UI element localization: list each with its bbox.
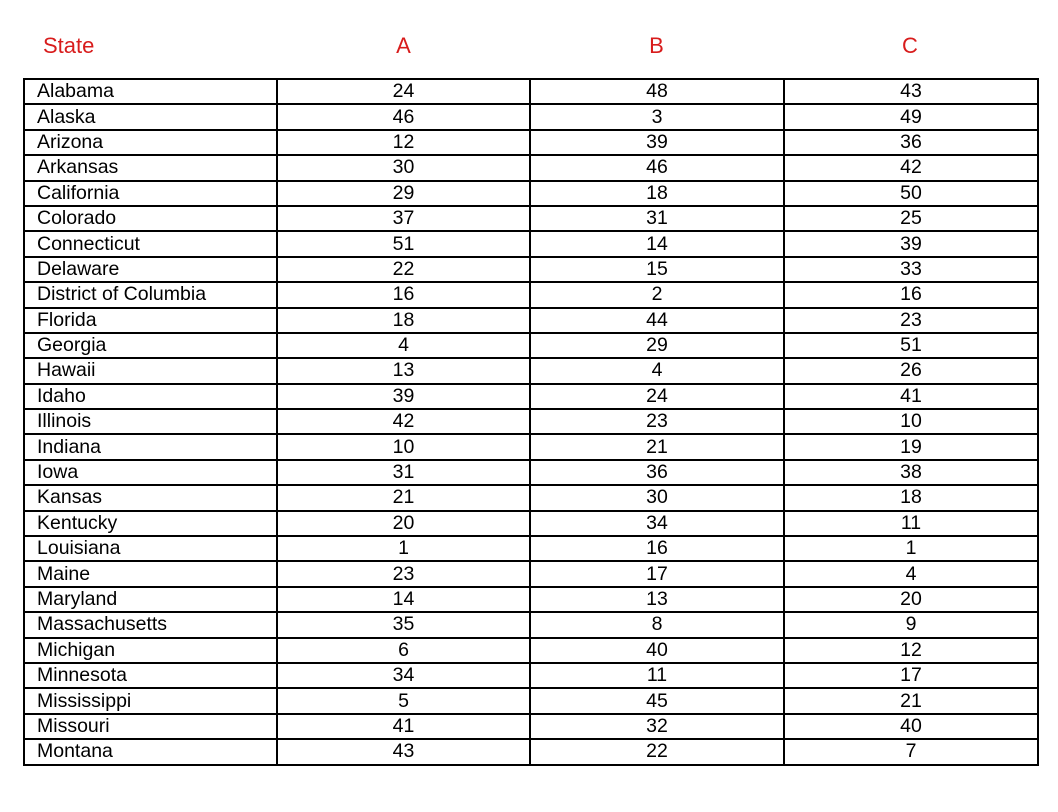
cell-c: 19 xyxy=(784,434,1038,459)
cell-a: 5 xyxy=(277,688,530,713)
table-row xyxy=(24,638,1038,663)
cell-c: 1 xyxy=(784,536,1038,561)
cell-state: Michigan xyxy=(24,638,277,663)
cell-b: 4 xyxy=(530,358,784,383)
table-row xyxy=(24,104,1038,129)
cell-c: 26 xyxy=(784,358,1038,383)
cell-b: 48 xyxy=(530,79,784,104)
cell-state: Mississippi xyxy=(24,688,277,713)
table-row xyxy=(24,155,1038,180)
table-row xyxy=(24,231,1038,256)
cell-b: 2 xyxy=(530,282,784,307)
cell-state: Arizona xyxy=(24,130,277,155)
cell-state: Kansas xyxy=(24,485,277,510)
cell-a: 39 xyxy=(277,384,530,409)
header-c: C xyxy=(902,33,918,58)
cell-b: 34 xyxy=(530,511,784,536)
header-a: A xyxy=(396,33,411,58)
cell-b: 17 xyxy=(530,561,784,586)
cell-state: Indiana xyxy=(24,434,277,459)
table-body xyxy=(24,79,1038,765)
table-row xyxy=(24,257,1038,282)
cell-c: 36 xyxy=(784,130,1038,155)
cell-state: Iowa xyxy=(24,460,277,485)
table-row xyxy=(24,130,1038,155)
cell-state: Louisiana xyxy=(24,536,277,561)
cell-state: Maryland xyxy=(24,587,277,612)
cell-c: 16 xyxy=(784,282,1038,307)
cell-c: 42 xyxy=(784,155,1038,180)
cell-a: 51 xyxy=(277,231,530,256)
table-row xyxy=(24,663,1038,688)
column-header-row xyxy=(23,30,1037,62)
table-row xyxy=(24,384,1038,409)
table-row xyxy=(24,561,1038,586)
table-row xyxy=(24,308,1038,333)
cell-state: Illinois xyxy=(24,409,277,434)
cell-c: 25 xyxy=(784,206,1038,231)
cell-state: Kentucky xyxy=(24,511,277,536)
cell-a: 21 xyxy=(277,485,530,510)
cell-b: 46 xyxy=(530,155,784,180)
cell-a: 16 xyxy=(277,282,530,307)
cell-c: 10 xyxy=(784,409,1038,434)
table-row xyxy=(24,511,1038,536)
cell-state: Missouri xyxy=(24,714,277,739)
cell-c: 51 xyxy=(784,333,1038,358)
table-row xyxy=(24,536,1038,561)
cell-state: Colorado xyxy=(24,206,277,231)
cell-c: 17 xyxy=(784,663,1038,688)
cell-b: 22 xyxy=(530,739,784,764)
cell-state: Alabama xyxy=(24,79,277,104)
cell-c: 49 xyxy=(784,104,1038,129)
cell-a: 41 xyxy=(277,714,530,739)
table-row xyxy=(24,282,1038,307)
cell-state: Idaho xyxy=(24,384,277,409)
cell-b: 30 xyxy=(530,485,784,510)
cell-state: Connecticut xyxy=(24,231,277,256)
cell-b: 14 xyxy=(530,231,784,256)
table-row xyxy=(24,612,1038,637)
table-row xyxy=(24,358,1038,383)
cell-a: 43 xyxy=(277,739,530,764)
cell-state: Florida xyxy=(24,308,277,333)
cell-b: 40 xyxy=(530,638,784,663)
cell-b: 23 xyxy=(530,409,784,434)
cell-state: Georgia xyxy=(24,333,277,358)
cell-a: 42 xyxy=(277,409,530,434)
cell-a: 14 xyxy=(277,587,530,612)
table-row xyxy=(24,333,1038,358)
cell-b: 15 xyxy=(530,257,784,282)
cell-a: 13 xyxy=(277,358,530,383)
cell-a: 22 xyxy=(277,257,530,282)
cell-state: District of Columbia xyxy=(24,282,277,307)
cell-state: Alaska xyxy=(24,104,277,129)
cell-b: 8 xyxy=(530,612,784,637)
cell-a: 24 xyxy=(277,79,530,104)
cell-state: California xyxy=(24,181,277,206)
cell-b: 45 xyxy=(530,688,784,713)
cell-c: 7 xyxy=(784,739,1038,764)
cell-b: 18 xyxy=(530,181,784,206)
cell-b: 24 xyxy=(530,384,784,409)
table-row xyxy=(24,409,1038,434)
table-row xyxy=(24,434,1038,459)
cell-c: 4 xyxy=(784,561,1038,586)
cell-c: 38 xyxy=(784,460,1038,485)
cell-a: 29 xyxy=(277,181,530,206)
cell-a: 35 xyxy=(277,612,530,637)
cell-b: 13 xyxy=(530,587,784,612)
cell-b: 36 xyxy=(530,460,784,485)
cell-c: 43 xyxy=(784,79,1038,104)
table-row xyxy=(24,485,1038,510)
cell-state: Hawaii xyxy=(24,358,277,383)
cell-a: 20 xyxy=(277,511,530,536)
cell-c: 11 xyxy=(784,511,1038,536)
cell-a: 31 xyxy=(277,460,530,485)
table-row xyxy=(24,181,1038,206)
cell-state: Massachusetts xyxy=(24,612,277,637)
cell-a: 30 xyxy=(277,155,530,180)
cell-c: 20 xyxy=(784,587,1038,612)
cell-c: 21 xyxy=(784,688,1038,713)
cell-a: 46 xyxy=(277,104,530,129)
table-row xyxy=(24,460,1038,485)
cell-b: 29 xyxy=(530,333,784,358)
table-row xyxy=(24,587,1038,612)
table-row xyxy=(24,206,1038,231)
cell-c: 18 xyxy=(784,485,1038,510)
table-row xyxy=(24,688,1038,713)
cell-a: 6 xyxy=(277,638,530,663)
table-row xyxy=(24,79,1038,104)
cell-c: 23 xyxy=(784,308,1038,333)
cell-state: Montana xyxy=(24,739,277,764)
cell-a: 10 xyxy=(277,434,530,459)
cell-c: 40 xyxy=(784,714,1038,739)
cell-a: 4 xyxy=(277,333,530,358)
state-data-table xyxy=(23,78,1039,766)
cell-a: 12 xyxy=(277,130,530,155)
header-state: State xyxy=(43,33,95,58)
cell-c: 50 xyxy=(784,181,1038,206)
cell-c: 12 xyxy=(784,638,1038,663)
cell-b: 3 xyxy=(530,104,784,129)
cell-c: 9 xyxy=(784,612,1038,637)
table-row xyxy=(24,714,1038,739)
cell-a: 1 xyxy=(277,536,530,561)
cell-b: 16 xyxy=(530,536,784,561)
header-b: B xyxy=(649,33,664,58)
cell-c: 39 xyxy=(784,231,1038,256)
cell-b: 11 xyxy=(530,663,784,688)
table-row xyxy=(24,739,1038,764)
cell-a: 18 xyxy=(277,308,530,333)
cell-c: 41 xyxy=(784,384,1038,409)
cell-a: 37 xyxy=(277,206,530,231)
cell-b: 44 xyxy=(530,308,784,333)
cell-a: 23 xyxy=(277,561,530,586)
cell-state: Minnesota xyxy=(24,663,277,688)
cell-state: Delaware xyxy=(24,257,277,282)
cell-b: 32 xyxy=(530,714,784,739)
cell-b: 31 xyxy=(530,206,784,231)
cell-b: 21 xyxy=(530,434,784,459)
cell-b: 39 xyxy=(530,130,784,155)
cell-a: 34 xyxy=(277,663,530,688)
cell-state: Arkansas xyxy=(24,155,277,180)
cell-c: 33 xyxy=(784,257,1038,282)
cell-state: Maine xyxy=(24,561,277,586)
